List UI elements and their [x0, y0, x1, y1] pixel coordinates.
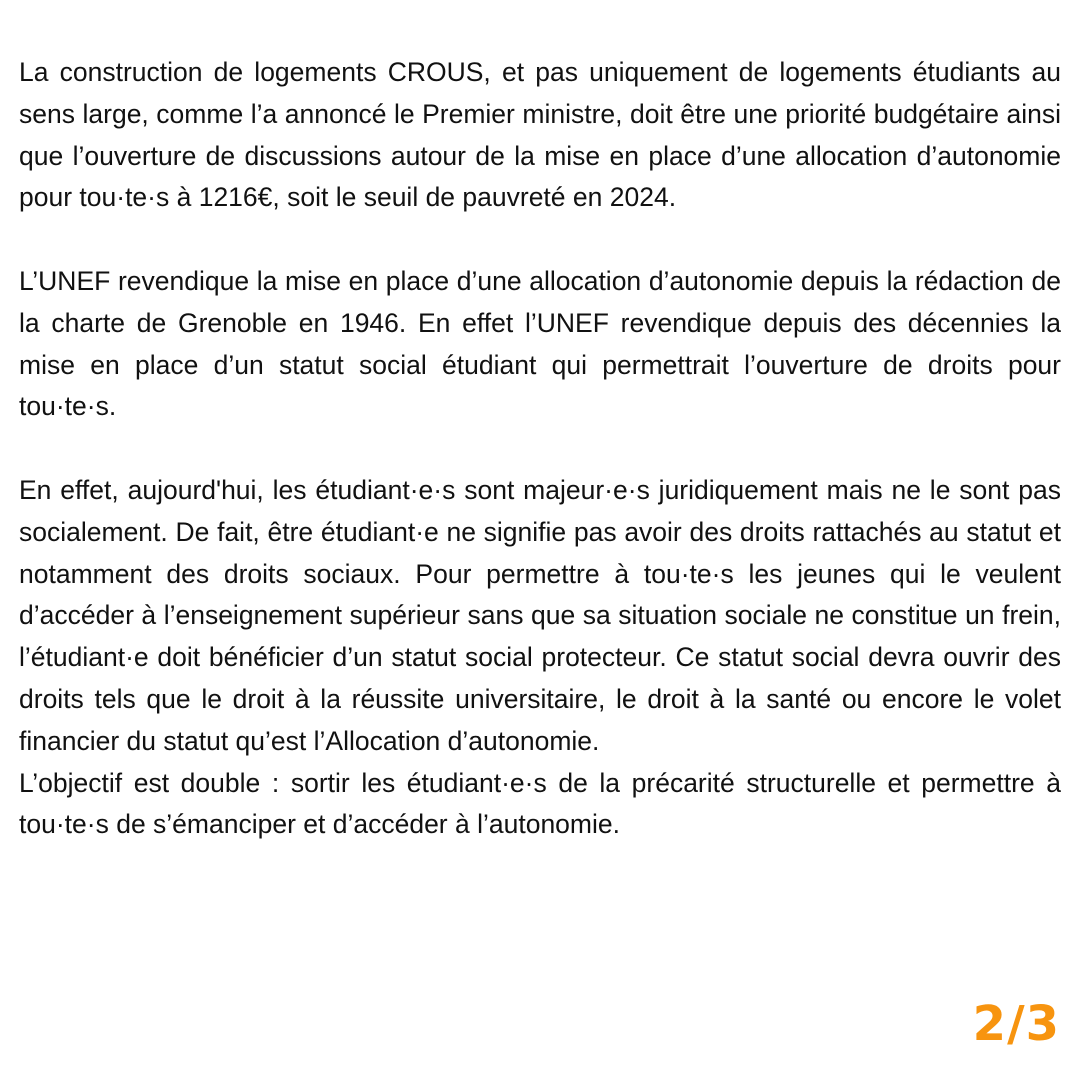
- body-text: [19, 52, 1061, 846]
- paragraph-objective: L’objectif est double : sortir les étudiant·e·s de la précarité structurelle et permettre à tou·te·s de s’émanciper et d’accéder à l’autonomie.: [19, 767, 1061, 840]
- paragraph-crous-housing: La construction de logements CROUS, et pas uniquement de logements étudiants au sens large, comme l’a annoncé le Premier ministre, doit être une priorité budgétaire ainsi que l’ouverture de discussions autour de la mise en place d’une allocation d’autonomie pour tou·te·s à 1216€, soit le seuil de pauvreté en 2024.: [19, 57, 1061, 213]
- paragraph-unef-claim: L’UNEF revendique la mise en place d’une allocation d’autonomie depuis la rédaction de la charte de Grenoble en 1946. En effet l’UNEF revendique depuis des décennies la mise en place d’un statut social étudiant qui permettrait l’ouverture de droits pour tou·te·s.: [19, 265, 1061, 422]
- paragraph-student-status: En effet, aujourd'hui, les étudiant·e·s sont majeur·e·s juridiquement mais ne le sont pas socialement. De fait, être étudiant·e ne signifie pas avoir des droits rattachés au statut et notamment des droits sociaux. Pour permettre à tou·te·s les jeunes qui le veulent d’accéder à l’enseignement supérieur sans que sa situation sociale ne constitue un frein, l’étudiant·e doit bénéficier d’un statut social protecteur. Ce statut social devra ouvrir des droits tels que le droit à la réussite universitaire, le droit à la santé ou encore le volet financier du statut qu’est l’Allocation d’autonomie.: [19, 474, 1061, 756]
- page-indicator: 2/3: [972, 996, 1060, 1052]
